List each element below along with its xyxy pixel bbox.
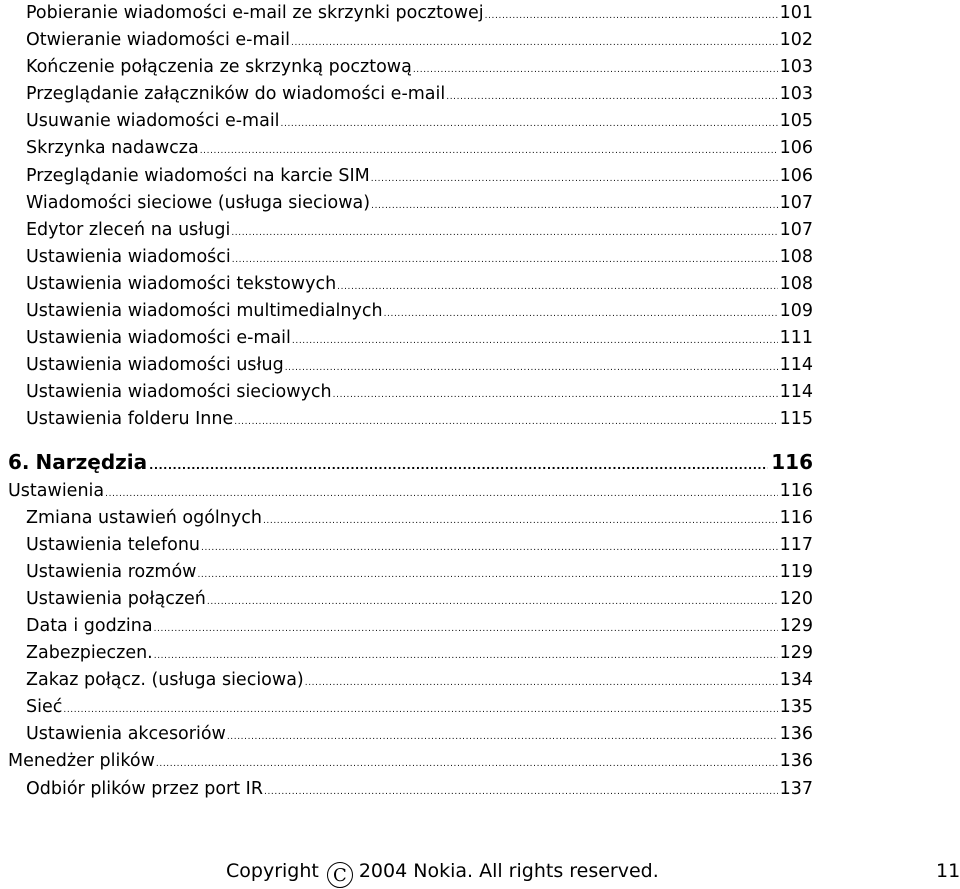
page-number: 11 <box>936 860 960 882</box>
chapter-number: 6. <box>8 449 30 474</box>
toc-entry-page: 102 <box>779 30 813 51</box>
toc-entry-title: Ustawienia wiadomości tekstowych <box>26 273 337 294</box>
dot-leader <box>384 310 778 319</box>
toc-entry-page: 119 <box>779 561 813 582</box>
toc-entry[interactable] <box>8 108 813 135</box>
toc-entry[interactable] <box>8 613 813 640</box>
toc-entry-title: Skrzynka nadawcza <box>26 138 199 159</box>
toc-entry-title: Ustawienia wiadomości <box>26 246 231 267</box>
toc-entry[interactable] <box>8 352 813 379</box>
toc-entry-title: Ustawienia wiadomości multimedialnych <box>26 301 383 322</box>
toc-entry[interactable] <box>8 0 813 27</box>
dot-leader <box>413 66 778 75</box>
dot-leader <box>333 391 778 400</box>
toc-entry-title: Ustawienia wiadomości e-mail <box>26 328 291 349</box>
toc-entry[interactable] <box>8 135 813 162</box>
dot-leader <box>154 625 778 634</box>
toc-entry[interactable] <box>8 586 813 613</box>
copyright-text: 2004 Nokia. All rights reserved. <box>358 860 659 882</box>
toc-entry-page: 134 <box>779 670 813 691</box>
dot-leader <box>201 544 778 553</box>
toc-entry-title: Odbiór plików przez port IR <box>26 778 264 799</box>
toc-entry-title: Ustawienia akcesoriów <box>26 724 226 745</box>
toc-entry-title: Pobieranie wiadomości e-mail ze skrzynki pocztowej <box>26 3 484 23</box>
toc-entry[interactable] <box>8 721 813 748</box>
toc-entry[interactable] <box>8 379 813 406</box>
toc-entry-title: Otwieranie wiadomości e-mail <box>26 30 290 51</box>
toc-entry-page: 114 <box>779 382 813 403</box>
dot-leader <box>231 229 777 238</box>
toc-entry-title: Zakaz połącz. (usługa sieciowa) <box>26 670 304 691</box>
dot-leader <box>105 490 777 499</box>
dot-leader <box>154 652 778 661</box>
toc-entry-page: 108 <box>779 273 813 294</box>
chapter-page: 116 <box>771 449 813 474</box>
dot-leader <box>197 571 777 580</box>
dot-leader <box>281 120 778 129</box>
toc-entry[interactable] <box>8 406 813 433</box>
toc-entry[interactable] <box>8 27 813 54</box>
toc-entry-title: Ustawienia <box>8 480 105 501</box>
dot-leader <box>371 175 778 184</box>
toc-entry-title: Menedżer plików <box>8 751 155 772</box>
toc-entry-page: 111 <box>779 328 813 349</box>
toc-entry-title: Edytor zleceń na usługi <box>26 219 231 240</box>
chapter-heading[interactable] <box>8 447 813 478</box>
toc-entry-title: Ustawienia wiadomości usług <box>26 355 284 376</box>
toc-entry-page: 107 <box>779 219 813 240</box>
dot-leader <box>63 706 777 715</box>
toc-entry-page: 103 <box>779 57 813 78</box>
toc-entry-title: Data i godzina <box>26 615 153 636</box>
dot-leader <box>207 598 778 607</box>
dot-leader <box>232 256 778 265</box>
toc-entry[interactable] <box>8 244 813 271</box>
toc-entry-title: Usuwanie wiadomości e-mail <box>26 111 280 132</box>
dot-leader <box>305 679 778 688</box>
toc-entry-title: Ustawienia rozmów <box>26 561 197 582</box>
toc-entry-page: 137 <box>779 778 813 799</box>
copyright-footer <box>226 856 659 888</box>
toc-entry-page: 101 <box>779 3 813 23</box>
toc-entry-title: Kończenie połączenia ze skrzynką pocztową <box>26 57 412 78</box>
dot-leader <box>285 364 778 373</box>
toc-entry[interactable] <box>8 325 813 352</box>
toc-entry-title: Przeglądanie załączników do wiadomości e-mail <box>26 84 446 105</box>
toc-entry-title: Ustawienia folderu Inne <box>26 409 234 430</box>
toc-entry[interactable] <box>8 54 813 81</box>
toc-entry[interactable] <box>8 271 813 298</box>
dot-leader <box>264 788 778 797</box>
toc-entry-page: 109 <box>779 301 813 322</box>
chapter-title: Narzędzia <box>35 449 148 474</box>
dot-leader <box>234 418 777 427</box>
toc-entry-title: Zmiana ustawień ogólnych <box>26 507 262 528</box>
toc-entry-page: 117 <box>779 534 813 555</box>
dot-leader <box>156 760 778 769</box>
toc-entry-page: 129 <box>779 643 813 664</box>
toc-entry-page: 116 <box>779 480 813 501</box>
toc-entry-title: Ustawienia połączeń <box>26 588 206 609</box>
toc-entry[interactable] <box>8 776 813 803</box>
dot-leader <box>291 39 778 48</box>
toc-entry-title: Ustawienia telefonu <box>26 534 201 555</box>
toc-entry[interactable] <box>8 505 813 532</box>
toc-entry[interactable] <box>8 298 813 325</box>
toc-entry[interactable] <box>8 667 813 694</box>
toc-entry[interactable] <box>8 532 813 559</box>
toc-entry-title: Wiadomości sieciowe (usługa sieciowa) <box>26 192 371 213</box>
dot-leader <box>446 93 777 102</box>
toc-entry-title: Zabezpieczen. <box>26 643 153 664</box>
dot-leader <box>149 460 768 471</box>
toc-entry-page: 115 <box>779 409 813 430</box>
toc-entry-page: 103 <box>779 84 813 105</box>
toc-entry[interactable] <box>8 163 813 190</box>
toc-entry-title: Sieć <box>26 697 63 718</box>
toc-entry-page: 136 <box>779 724 813 745</box>
dot-leader <box>227 733 778 742</box>
toc-entry[interactable] <box>8 694 813 721</box>
toc-entry-page: 129 <box>779 615 813 636</box>
toc-entry[interactable] <box>8 478 813 505</box>
toc-entry[interactable] <box>8 748 813 775</box>
toc-entry-page: 107 <box>779 192 813 213</box>
toc-entry[interactable] <box>8 217 813 244</box>
toc-entry-page: 105 <box>779 111 813 132</box>
toc-entry-page: 136 <box>779 751 813 772</box>
dot-leader <box>371 202 777 211</box>
toc-entry-page: 135 <box>779 697 813 718</box>
toc-entry-title: Ustawienia wiadomości sieciowych <box>26 382 332 403</box>
toc-entry-page: 116 <box>779 507 813 528</box>
toc-entry-page: 106 <box>779 165 813 186</box>
dot-leader <box>485 12 778 21</box>
dot-leader <box>200 147 778 156</box>
toc-entry[interactable] <box>8 190 813 217</box>
toc-entry-title: Przeglądanie wiadomości na karcie SIM <box>26 165 370 186</box>
dot-leader <box>292 337 778 346</box>
toc-entry[interactable] <box>8 81 813 108</box>
copyright-icon: C <box>327 862 353 888</box>
table-of-contents <box>8 0 813 803</box>
toc-entry-page: 108 <box>779 246 813 267</box>
toc-entry[interactable] <box>8 559 813 586</box>
dot-leader <box>337 283 777 292</box>
toc-entry-page: 106 <box>779 138 813 159</box>
toc-entry[interactable] <box>8 640 813 667</box>
copyright-label: Copyright <box>226 860 319 882</box>
dot-leader <box>263 517 778 526</box>
toc-entry-page: 120 <box>779 588 813 609</box>
toc-entry-page: 114 <box>779 355 813 376</box>
